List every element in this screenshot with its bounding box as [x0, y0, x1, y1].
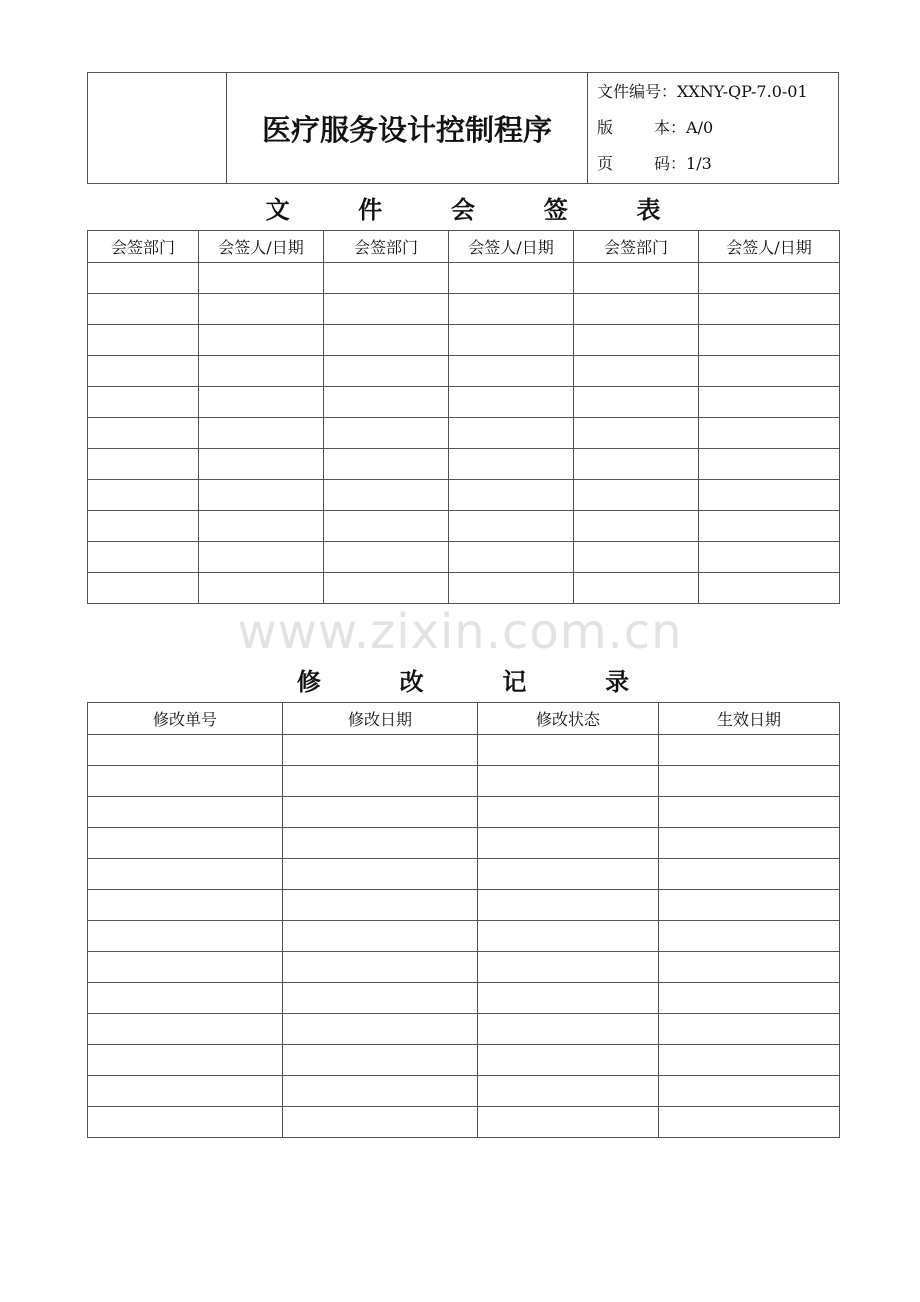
page-label-1: 页 — [597, 154, 614, 173]
column-header: 生效日期 — [659, 703, 840, 735]
table-cell[interactable] — [659, 735, 840, 766]
table-cell[interactable] — [699, 356, 840, 387]
revision-table-row — [88, 766, 840, 797]
revision-table-row — [88, 952, 840, 983]
table-cell[interactable] — [659, 797, 840, 828]
table-cell[interactable] — [574, 480, 699, 511]
revision-title-char: 改 — [399, 667, 424, 696]
page-label-2: 码： — [654, 154, 687, 173]
revision-table — [87, 702, 840, 1138]
sign-table-row — [88, 325, 840, 356]
sign-table — [87, 230, 840, 604]
document-title: 医疗服务设计控制程序 — [227, 73, 588, 184]
table-cell[interactable] — [88, 983, 283, 1014]
sign-table-row — [88, 263, 840, 294]
table-cell[interactable] — [449, 449, 574, 480]
revision-table-row — [88, 1076, 840, 1107]
table-cell[interactable] — [478, 859, 659, 890]
table-cell[interactable] — [699, 573, 840, 604]
table-cell[interactable] — [283, 735, 478, 766]
table-cell[interactable] — [88, 797, 283, 828]
table-cell[interactable] — [659, 1045, 840, 1076]
table-cell[interactable] — [699, 542, 840, 573]
version-label-2: 本： — [654, 118, 687, 137]
table-cell[interactable] — [324, 573, 449, 604]
table-cell[interactable] — [574, 542, 699, 573]
table-cell[interactable] — [659, 890, 840, 921]
version-value: A/0 — [686, 118, 714, 137]
table-cell[interactable] — [478, 1107, 659, 1138]
table-cell[interactable] — [324, 387, 449, 418]
watermark: www.zixin.com.cn — [237, 604, 683, 660]
table-cell[interactable] — [324, 356, 449, 387]
table-cell[interactable] — [574, 263, 699, 294]
table-cell[interactable] — [88, 859, 283, 890]
revision-table-row — [88, 1045, 840, 1076]
sign-table-header-row — [88, 231, 840, 263]
table-cell[interactable] — [88, 480, 199, 511]
table-cell[interactable] — [283, 890, 478, 921]
table-cell[interactable] — [659, 1014, 840, 1045]
table-cell[interactable] — [88, 294, 199, 325]
sign-title-char: 表 — [636, 195, 661, 224]
table-cell[interactable] — [88, 1107, 283, 1138]
table-cell[interactable] — [574, 325, 699, 356]
table-cell[interactable] — [283, 1014, 478, 1045]
table-cell[interactable] — [199, 511, 324, 542]
revision-table-row — [88, 1107, 840, 1138]
table-cell[interactable] — [88, 921, 283, 952]
sign-title-char: 签 — [543, 195, 568, 224]
table-cell[interactable] — [478, 952, 659, 983]
table-cell[interactable] — [574, 511, 699, 542]
sign-table-row — [88, 418, 840, 449]
sign-table-row — [88, 449, 840, 480]
column-header: 会签人/日期 — [199, 231, 324, 263]
revision-table-row — [88, 1014, 840, 1045]
table-cell[interactable] — [199, 418, 324, 449]
sign-table-row — [88, 511, 840, 542]
table-cell[interactable] — [699, 511, 840, 542]
table-cell[interactable] — [449, 263, 574, 294]
revision-table-row — [88, 735, 840, 766]
table-cell[interactable] — [478, 1014, 659, 1045]
page-line — [597, 146, 838, 182]
column-header: 修改单号 — [88, 703, 283, 735]
table-cell[interactable] — [699, 263, 840, 294]
table-cell[interactable] — [283, 921, 478, 952]
table-cell[interactable] — [659, 1107, 840, 1138]
table-cell[interactable] — [283, 797, 478, 828]
column-header: 会签部门 — [324, 231, 449, 263]
version-line — [597, 110, 838, 146]
table-cell[interactable] — [88, 387, 199, 418]
table-cell[interactable] — [324, 325, 449, 356]
table-cell[interactable] — [199, 263, 324, 294]
table-cell[interactable] — [478, 828, 659, 859]
table-cell[interactable] — [324, 511, 449, 542]
table-cell[interactable] — [283, 766, 478, 797]
table-cell[interactable] — [449, 480, 574, 511]
sign-title-char: 文 — [265, 195, 290, 224]
table-cell[interactable] — [659, 828, 840, 859]
table-cell[interactable] — [88, 449, 199, 480]
doc-number-line — [597, 74, 838, 110]
revision-table-row — [88, 828, 840, 859]
table-cell[interactable] — [478, 1076, 659, 1107]
table-cell[interactable] — [478, 766, 659, 797]
document-header — [87, 72, 839, 184]
table-cell[interactable] — [88, 325, 199, 356]
table-cell[interactable] — [88, 1045, 283, 1076]
table-cell[interactable] — [283, 1076, 478, 1107]
table-cell[interactable] — [478, 921, 659, 952]
table-cell[interactable] — [88, 735, 283, 766]
table-cell[interactable] — [449, 542, 574, 573]
table-cell[interactable] — [283, 828, 478, 859]
table-cell[interactable] — [659, 1076, 840, 1107]
revision-table-row — [88, 859, 840, 890]
table-cell[interactable] — [449, 573, 574, 604]
revision-table-row — [88, 983, 840, 1014]
table-cell[interactable] — [88, 1014, 283, 1045]
doc-number-label: 文件编号： — [597, 82, 678, 101]
table-cell[interactable] — [574, 449, 699, 480]
table-cell[interactable] — [199, 573, 324, 604]
table-cell[interactable] — [449, 356, 574, 387]
column-header: 修改状态 — [478, 703, 659, 735]
table-cell[interactable] — [199, 480, 324, 511]
table-cell[interactable] — [449, 418, 574, 449]
column-header: 修改日期 — [283, 703, 478, 735]
table-cell[interactable] — [324, 294, 449, 325]
sign-table-row — [88, 294, 840, 325]
sign-table-row — [88, 542, 840, 573]
table-cell[interactable] — [324, 542, 449, 573]
table-cell[interactable] — [283, 1107, 478, 1138]
logo-cell — [88, 73, 227, 184]
revision-table-row — [88, 797, 840, 828]
table-cell[interactable] — [324, 418, 449, 449]
table-cell[interactable] — [699, 387, 840, 418]
table-cell[interactable] — [574, 418, 699, 449]
table-cell[interactable] — [659, 921, 840, 952]
table-cell[interactable] — [283, 859, 478, 890]
doc-number-value: XXNY-QP-7.0-01 — [677, 82, 808, 101]
table-cell[interactable] — [449, 511, 574, 542]
table-cell[interactable] — [478, 797, 659, 828]
table-cell[interactable] — [478, 983, 659, 1014]
table-cell[interactable] — [699, 449, 840, 480]
table-cell[interactable] — [199, 294, 324, 325]
table-cell[interactable] — [88, 766, 283, 797]
table-cell[interactable] — [574, 294, 699, 325]
table-cell[interactable] — [659, 859, 840, 890]
table-cell[interactable] — [574, 356, 699, 387]
column-header: 会签人/日期 — [449, 231, 574, 263]
table-cell[interactable] — [574, 387, 699, 418]
revision-table-header-row — [88, 703, 840, 735]
revision-title-char: 录 — [605, 667, 630, 696]
page-value: 1/3 — [686, 154, 712, 173]
table-cell[interactable] — [659, 766, 840, 797]
table-cell[interactable] — [199, 356, 324, 387]
table-cell[interactable] — [199, 387, 324, 418]
sign-table-row — [88, 387, 840, 418]
table-cell[interactable] — [283, 952, 478, 983]
table-cell[interactable] — [324, 480, 449, 511]
table-cell[interactable] — [88, 542, 199, 573]
table-cell[interactable] — [659, 983, 840, 1014]
table-cell[interactable] — [324, 449, 449, 480]
table-cell[interactable] — [88, 511, 199, 542]
table-cell[interactable] — [324, 263, 449, 294]
table-cell[interactable] — [88, 418, 199, 449]
table-cell[interactable] — [283, 983, 478, 1014]
sign-table-row — [88, 356, 840, 387]
table-cell[interactable] — [283, 1045, 478, 1076]
column-header: 会签人/日期 — [699, 231, 840, 263]
sign-table-title — [87, 190, 839, 225]
table-cell[interactable] — [449, 387, 574, 418]
revision-table-row — [88, 890, 840, 921]
revision-table-title — [87, 662, 839, 697]
table-cell[interactable] — [699, 294, 840, 325]
table-cell[interactable] — [88, 890, 283, 921]
column-header: 会签部门 — [88, 231, 199, 263]
sign-table-row — [88, 480, 840, 511]
table-cell[interactable] — [88, 952, 283, 983]
table-cell[interactable] — [478, 735, 659, 766]
table-cell[interactable] — [574, 573, 699, 604]
table-cell[interactable] — [699, 480, 840, 511]
sign-title-char: 会 — [451, 195, 475, 224]
revision-title-char: 修 — [296, 667, 321, 696]
revision-table-row — [88, 921, 840, 952]
column-header: 会签部门 — [574, 231, 699, 263]
table-cell[interactable] — [199, 542, 324, 573]
document-meta — [588, 73, 839, 184]
sign-title-char: 件 — [358, 195, 383, 224]
version-label-1: 版 — [597, 118, 614, 137]
table-cell[interactable] — [659, 952, 840, 983]
revision-title-char: 记 — [502, 667, 527, 696]
sign-table-row — [88, 573, 840, 604]
table-cell[interactable] — [88, 356, 199, 387]
table-cell[interactable] — [88, 263, 199, 294]
table-cell[interactable] — [199, 449, 324, 480]
table-cell[interactable] — [88, 573, 199, 604]
table-cell[interactable] — [449, 325, 574, 356]
table-cell[interactable] — [699, 418, 840, 449]
table-cell[interactable] — [478, 890, 659, 921]
table-cell[interactable] — [88, 828, 283, 859]
table-cell[interactable] — [449, 294, 574, 325]
table-cell[interactable] — [478, 1045, 659, 1076]
table-cell[interactable] — [199, 325, 324, 356]
table-cell[interactable] — [88, 1076, 283, 1107]
table-cell[interactable] — [699, 325, 840, 356]
